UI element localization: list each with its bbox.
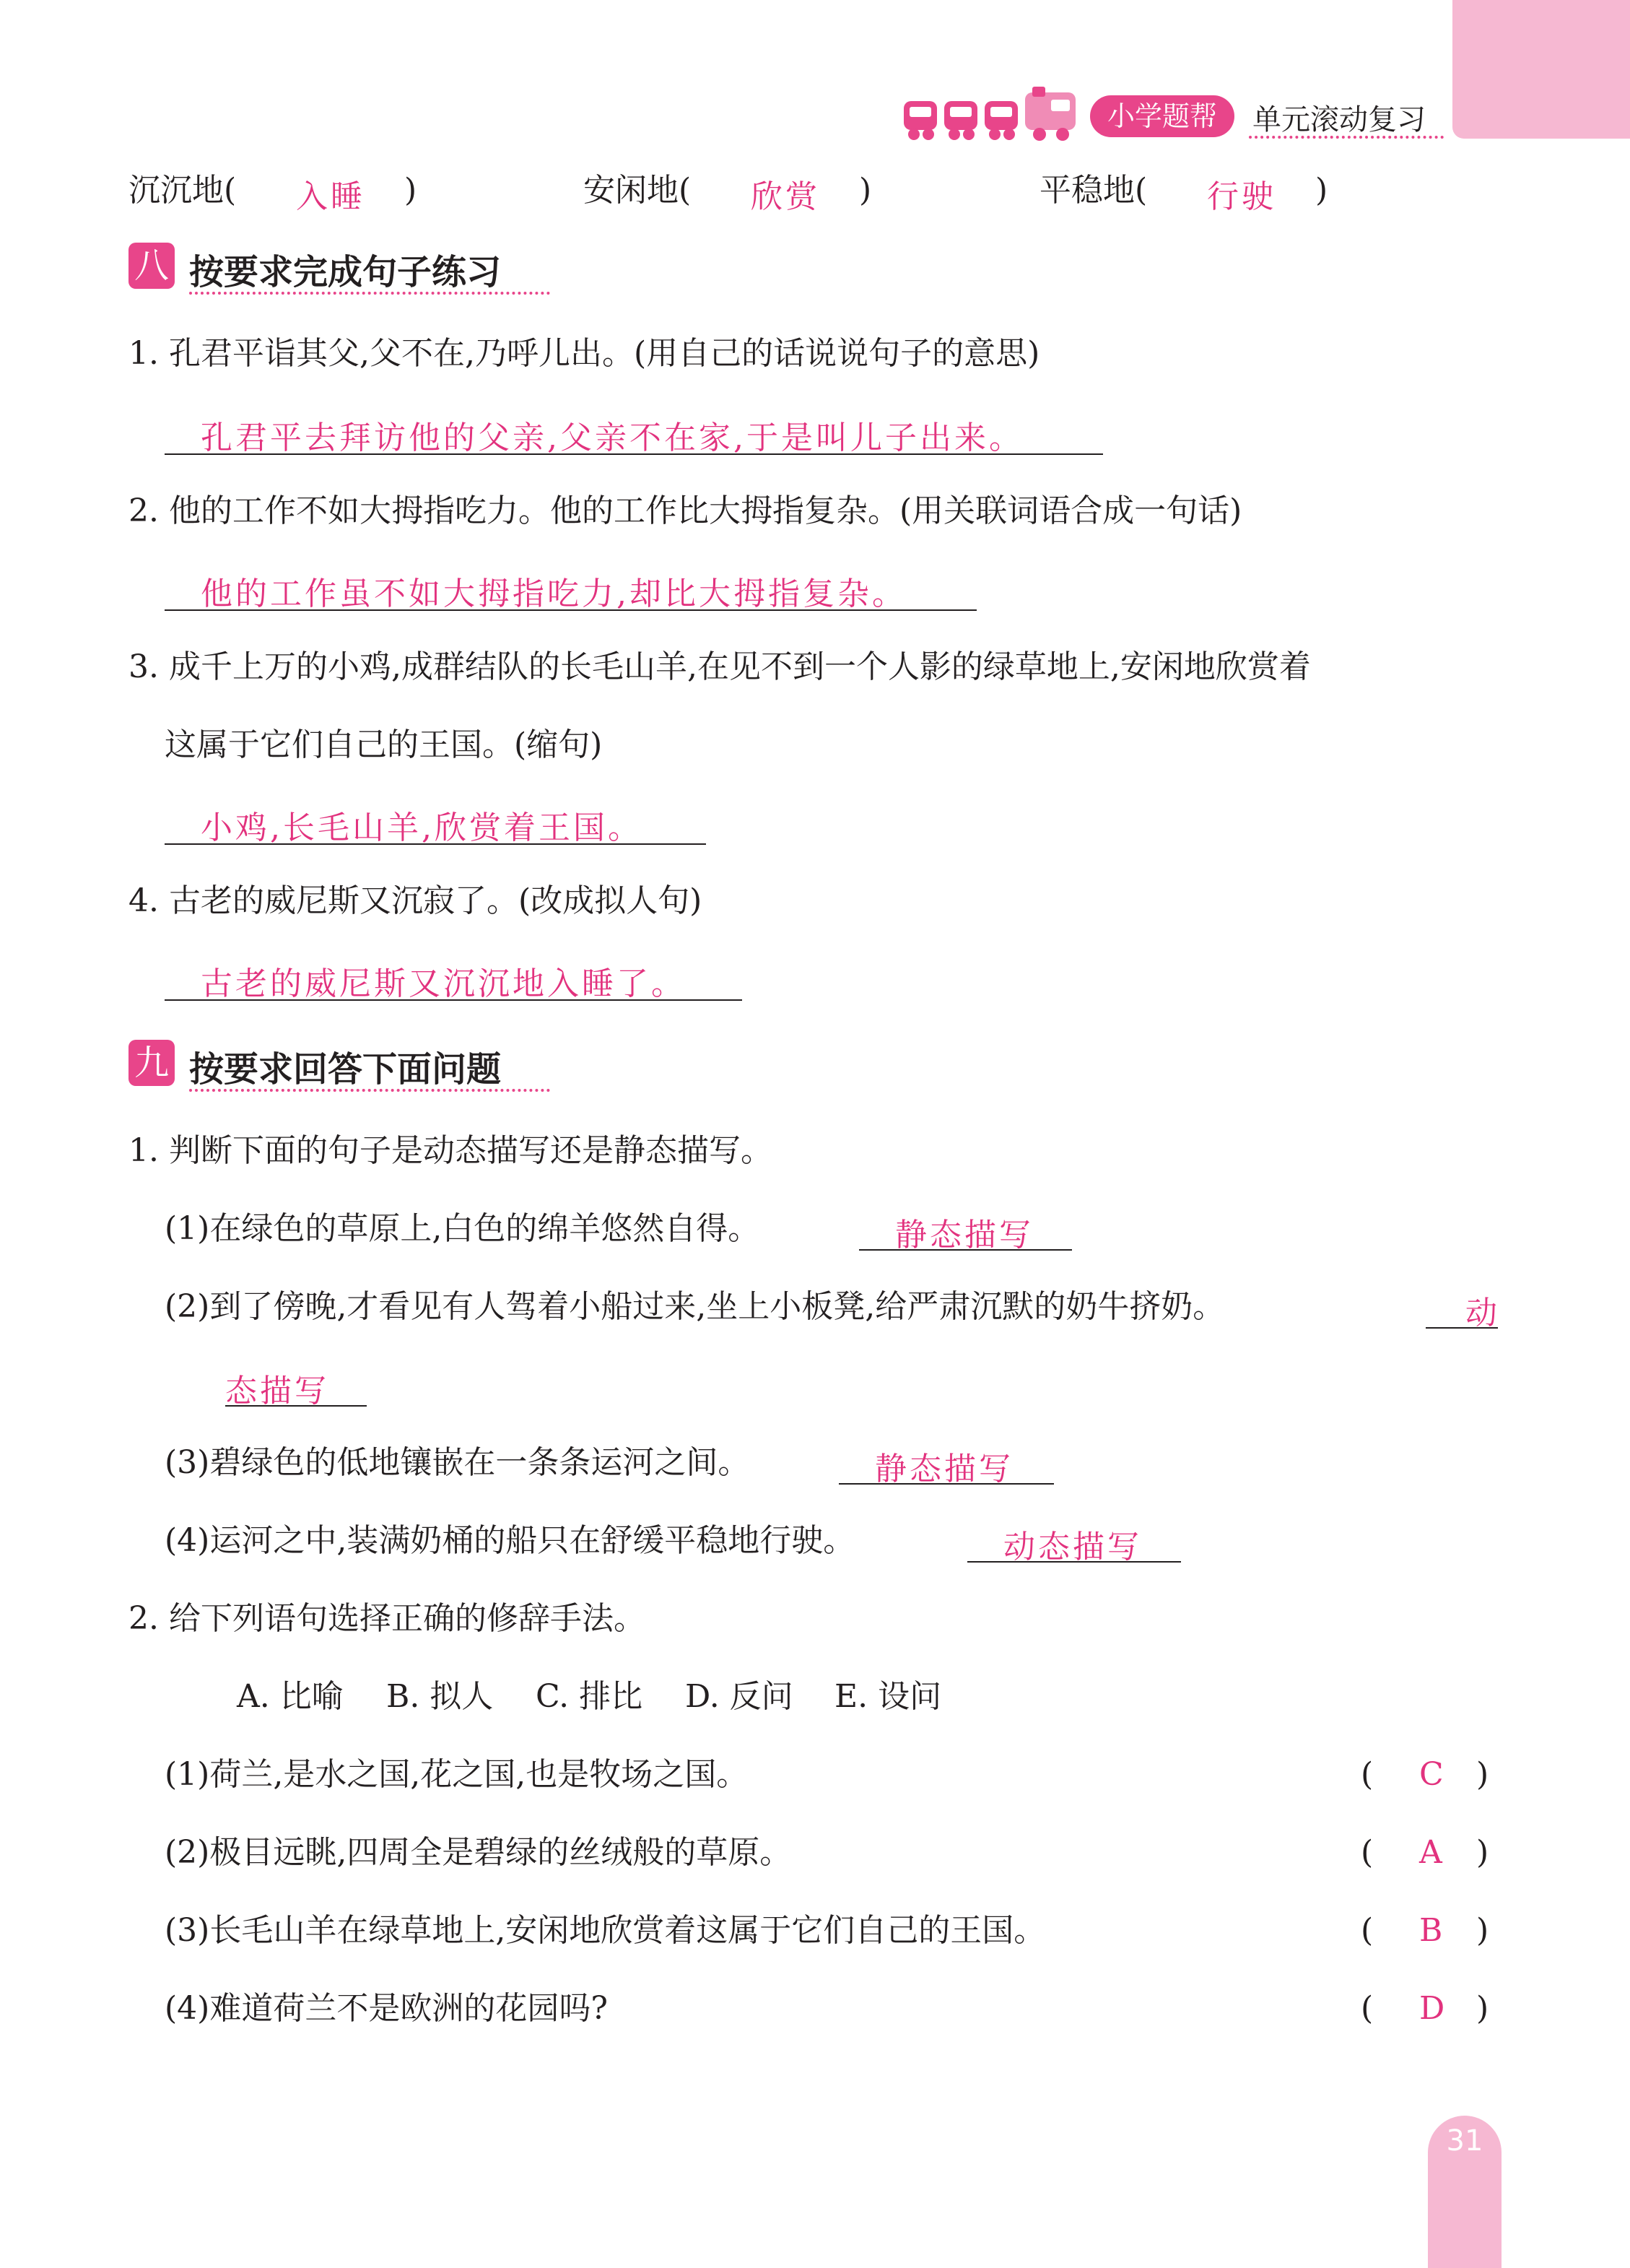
top-item-2-close: )	[859, 172, 872, 209]
s9-q1-item-1-underline	[859, 1249, 1072, 1251]
top-item-1-close: )	[404, 172, 417, 209]
s9-q2-item-2-open: (	[1361, 1834, 1374, 1871]
s9-q1-item-3-answer: 静态描写	[875, 1451, 1014, 1487]
top-item-3-label: 平稳地(	[1040, 172, 1148, 209]
s9-q2-option-e: E. 设问	[834, 1678, 942, 1715]
s9-q1-item-2-underline-b	[225, 1405, 367, 1407]
s9-q2-item-3-close: )	[1476, 1912, 1489, 1949]
s8-q2-text: 2. 他的工作不如大拇指吃力。他的工作比大拇指复杂。(用关联词语合成一句话)	[128, 492, 1242, 529]
s9-q2-item-1-close: )	[1476, 1756, 1489, 1793]
s9-q1-item-3-underline	[839, 1483, 1054, 1485]
s9-q2-item-3-text: (3)长毛山羊在绿草地上,安闲地欣赏着这属于它们自己的王国。	[165, 1912, 1046, 1949]
s9-q2-option-b: B. 拟人	[386, 1678, 494, 1715]
top-item-1-answer: 入睡	[296, 178, 365, 215]
header-pink-tab	[1452, 0, 1630, 139]
section-8-dots	[189, 292, 550, 295]
s9-q1-item-1-answer: 静态描写	[895, 1217, 1034, 1254]
train-icon	[902, 85, 1083, 143]
section-8-title: 按要求完成句子练习	[189, 252, 502, 292]
s8-q3-underline	[165, 843, 706, 845]
s9-q2-item-1-text: (1)荷兰,是水之国,花之国,也是牧场之国。	[165, 1756, 749, 1793]
top-item-1-label: 沉沉地(	[128, 172, 237, 209]
section-9-dots	[189, 1089, 550, 1092]
s9-q2-option-c: C. 排比	[536, 1678, 643, 1715]
top-item-3-close: )	[1315, 172, 1328, 209]
s9-q2-option-d: D. 反问	[685, 1678, 793, 1715]
section-9-title: 按要求回答下面问题	[189, 1049, 502, 1090]
s8-q2-underline	[165, 609, 977, 611]
s8-q3-answer: 小鸡,长毛山羊,欣赏着王国。	[201, 809, 642, 846]
section-8-badge: 八	[128, 243, 175, 289]
top-item-2-label: 安闲地(	[583, 172, 692, 209]
s9-q2-text: 2. 给下列语句选择正确的修辞手法。	[128, 1600, 645, 1637]
s9-q1-text: 1. 判断下面的句子是动态描写还是静态描写。	[128, 1132, 772, 1169]
s9-q1-item-4-answer: 动态描写	[1003, 1529, 1142, 1565]
s9-q2-item-2-text: (2)极目远眺,四周全是碧绿的丝绒般的草原。	[165, 1834, 792, 1871]
s9-q1-item-4-text: (4)运河之中,装满奶桶的船只在舒缓平稳地行驶。	[165, 1522, 855, 1559]
s9-q1-item-2-text: (2)到了傍晚,才看见有人驾着小船过来,坐上小板凳,给严肃沉默的奶牛挤奶。	[165, 1288, 1225, 1325]
s8-q1-underline	[165, 453, 1103, 455]
s9-q2-item-4-text: (4)难道荷兰不是欧洲的花园吗?	[165, 1990, 608, 2027]
s9-q2-item-4-open: (	[1361, 1990, 1374, 2027]
s9-q2-item-4-close: )	[1476, 1990, 1489, 2027]
unit-review-label: 单元滚动复习	[1252, 103, 1426, 136]
s9-q2-item-1-open: (	[1361, 1756, 1374, 1793]
s9-q2-option-a: A. 比喻	[237, 1678, 344, 1715]
s9-q2-item-4-answer: D	[1419, 1990, 1445, 2027]
section-9-badge: 九	[128, 1040, 175, 1086]
page-number: 31	[1446, 2124, 1483, 2158]
s9-q1-item-1-text: (1)在绿色的草原上,白色的绵羊悠然自得。	[165, 1210, 760, 1247]
s9-q1-item-2-underline-a	[1426, 1327, 1498, 1329]
s8-q4-underline	[165, 999, 742, 1001]
header-dotted-line	[1249, 136, 1444, 139]
s8-q3-text-1: 3. 成千上万的小鸡,成群结队的长毛山羊,在见不到一个人影的绿草地上,安闲地欣赏着	[128, 648, 1311, 685]
s9-q2-item-3-answer: B	[1419, 1912, 1443, 1949]
s8-q3-text-2: 这属于它们自己的王国。(缩句)	[165, 726, 603, 763]
s9-q1-item-2-answer-b: 态描写	[225, 1373, 329, 1409]
brand-badge: 小学题帮	[1090, 95, 1234, 137]
s9-q1-item-3-text: (3)碧绿色的低地镶嵌在一条条运河之间。	[165, 1444, 750, 1481]
s9-q2-item-1-answer: C	[1419, 1756, 1444, 1793]
s8-q2-answer: 他的工作虽不如大拇指吃力,却比大拇指复杂。	[201, 575, 907, 612]
s8-q1-text: 1. 孔君平诣其父,父不在,乃呼儿出。(用自己的话说说句子的意思)	[128, 335, 1040, 372]
s9-q2-item-2-close: )	[1476, 1834, 1489, 1871]
top-item-3-answer: 行驶	[1207, 178, 1276, 215]
s9-q1-item-4-underline	[967, 1561, 1181, 1563]
s9-q2-item-3-open: (	[1361, 1912, 1374, 1949]
top-item-2-answer: 欣赏	[751, 178, 820, 215]
s8-q4-answer: 古老的威尼斯又沉沉地入睡了。	[201, 965, 686, 1002]
s9-q1-item-2-answer-a: 动	[1465, 1295, 1500, 1331]
s8-q1-answer: 孔君平去拜访他的父亲,父亲不在家,于是叫儿子出来。	[201, 420, 1024, 456]
s9-q2-item-2-answer: A	[1419, 1834, 1442, 1871]
s8-q4-text: 4. 古老的威尼斯又沉寂了。(改成拟人句)	[128, 882, 702, 919]
